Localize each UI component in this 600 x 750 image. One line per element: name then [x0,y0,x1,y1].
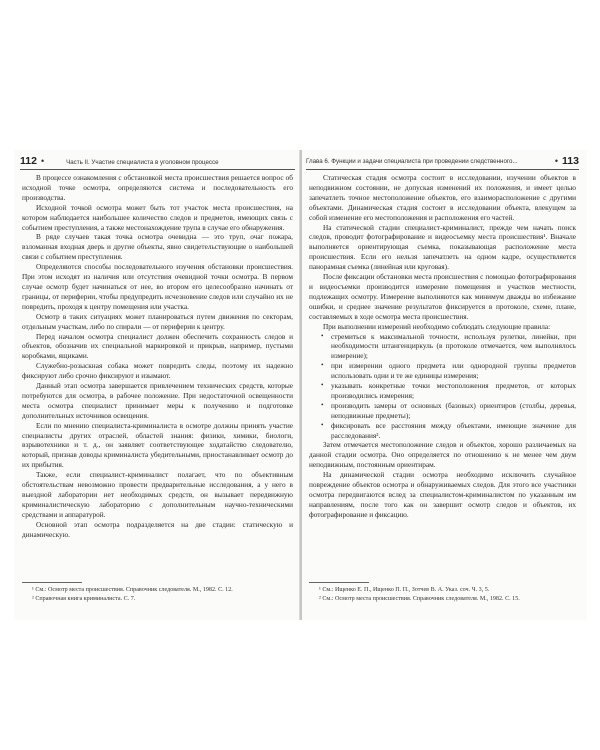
footnote: ² См.: Осмотр места происшествия. Справочник следователя. М., 1982. С. 15. [319,595,520,602]
paragraph: При выполнении измерений необходимо соблюдать следующие правила: [323,321,551,331]
paragraph: Перед началом осмотра специалист должен обеспечить сохранность следов и объектов, обозначив их специальной маркировкой и прикрыв, например, пустыми коробками, ящиками. [22,331,293,361]
paragraph: Определяются способы последовательного изучения обстановки происшествия. При этом исходят из наличия или отсутствия очевидной точки осмотра. В первом случае осмотр будет начинаться от нее, во втором его целесообразно начинать от границы, от периферии, чтобы предупредить исчезновение следов или случайно их не повредить, проходя к центру помещения или участка. [22,262,293,311]
paragraph: В процессе ознакомления с обстановкой места происшествия решается вопрос об исходной точке осмотра, определяются система и последовательность его производства. [22,173,293,202]
right-page [302,150,587,620]
footnote: ¹ См.: Ищенко Е. П., Ищенко П. П., Зотчев В. А. Указ. соч. Ч. 3, 5. [319,587,490,593]
paragraph: Статическая стадия осмотра состоит в исследовании, изучении объектов в неподвижном состоянии, не допуская изменений их положения, и имеет целью запечатлеть точное местоположение объектов, его взаиморасположение с другими объектами. Динамическая стадия состоит в исследовании объекта, влекущем за собой изменение его местоположения и расположения его частей. [309,173,576,222]
left-header-rule [20,169,295,170]
paragraph: Служебно-розыскная собака может повредить следы, поэтому их надежно фиксируют либо срочно фиксируют и изымают. [22,361,293,381]
list-item: • при измерении одного предмета или однородной группы предметов использовать одни и те же единицы измерения; [331,361,576,381]
paragraph: Осмотр в таких ситуациях может планироваться путем движения по секторам, отдельным участкам, либо по спирали — от периферии к центру. [22,311,293,331]
paragraph: Исходной точкой осмотра может быть тот участок места происшествия, на котором наблюдается наибольшее количество следов и предметов, имеющих связь с событием преступления, а также местонахождение трупа в случае его обнаружения. [22,202,293,232]
left-running-title: Часть II. Участие специалиста в уголовном процессе [66,159,219,166]
footnote: ¹ См.: Осмотр места происшествия. Справочник следователя. М., 1982. С. 12. [32,587,233,593]
paragraph: Основной этап осмотра подразделяется на две стадии: статическую и динамическую. [22,519,293,539]
right-footnotes [309,582,576,603]
list-item: • фиксировать все расстояния между объектами, имеющие значение для расследования². [331,421,576,441]
paragraph: Затем отмечается местоположение следов и объектов, хорошо различаемых на данной стадии осмотра. Оно определяется по отношению к не менее чем двум неподвижным, постоянным ориентирам. [309,440,576,470]
measurement-rules-list [309,332,576,441]
footnote-rule [309,582,369,583]
footnote: ² Справочная книга криминалиста. С. 7. [32,595,136,602]
paragraph: На статической стадии специалист-криминалист, прежде чем начать поиск следов, проводит фотографирование и видеосъемку места происшествия¹. Вначале выполняется ориентирующая съемка, показывающая расположение места происшествия. Если его нельзя запечатлеть на одном кадре, осуществляется панорамная съемка (линейная или круговая). [309,222,576,272]
right-page-body [309,173,576,520]
list-item: • производить замеры от основных (базовых) ориентиров (столбы, деревья, неподвижные предметы); [331,401,576,421]
paragraph: Также, если специалист-криминалист полагает, что по объективным обстоятельствам невозможно провести предварительные исследования, а у него в выездной лаборатории нет необходимых средств, он вызывает передвижную криминалистическую лабораторию с дополнительным научно-техническими средствами и аппаратурой. [22,470,293,519]
left-footnotes [22,582,293,603]
left-page-header [20,156,295,167]
list-item: • указывать конкретные точки местоположения предметов, от которых производились измерения; [331,381,576,401]
right-page-header [306,156,579,167]
footnote-rule [22,582,82,583]
paragraph: После фиксации обстановки места происшествия с помощью фотографирования и видеосъемки производится измерение помещения и участков местности, подлежащих осмотру. Измерение выполняются как минимум дважды во избежание ошибки, и среднее значение результатов фиксируется в протоколе, схеме, плане, составляемых в ходе осмотра места происшествия. [309,272,576,321]
list-item: • стремиться к максимальной точности, используя рулетки, линейки, при необходимости штангенциркуль (в протоколе отмечается, чем выполнялось измерение); [331,332,576,362]
right-running-title: Глава 6. Функции и задачи специалиста при проведении следственного... [306,158,518,165]
paragraph: В ряде случаев такая точка осмотра очевидна — это труп, очаг пожара, взломанная входная дверь и другие объекты, явно свидетельствующие о наибольшей связи с событием преступления. [22,232,293,262]
left-header-bullet: • [40,156,45,166]
left-page-body [22,173,293,540]
left-page-number: 112 [20,155,37,167]
right-header-bullet: • [554,156,559,166]
right-header-rule [306,169,579,170]
paragraph: Если по мнению специалиста-криминалиста в осмотре должны принять участие специалисты других отраслей, областей знания: физики, химики, биологи, взрывотехники и т. д., он заявляет соответствующее ходатайство следователю, который, признав доводы криминалиста убедительными, приостанавливает осмотр до их прибытия. [22,420,293,470]
paragraph: Данный этап осмотра завершается привлечением технических средств, которые потребуются для осмотра, в рабочее положение. При недостаточной освещенности места осмотра специалист принимает меры к получению и подготовке дополнительных источников освещения. [22,381,293,420]
left-page [14,150,301,620]
right-page-number: 113 [562,155,579,167]
paragraph: На динамической стадии осмотра необходимо исключить случайное повреждение объектов осмотра и обнаруживаемых следов. Для этого все участники осмотра передвигаются вслед за специалистом-криминалистом по указанным им направлениям, после того как он завершит осмотр следов и объектов, их фотографирование и фиксацию. [309,470,576,519]
